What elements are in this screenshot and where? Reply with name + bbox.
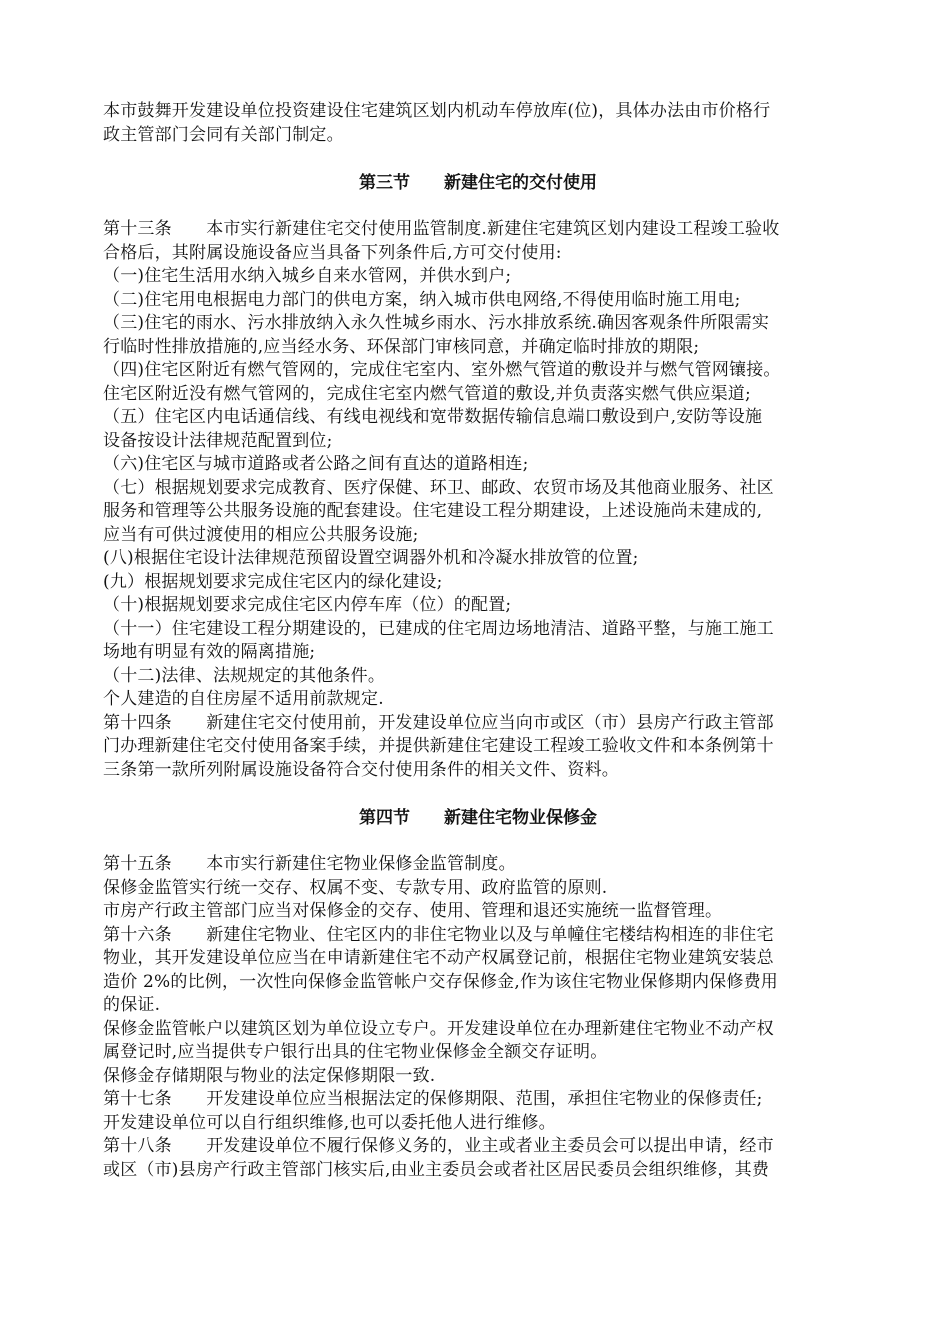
text-line: 保修金监管帐户以建筑区划为单位设立专户。开发建设单位在办理新建住宅物业不动产权 <box>103 1018 774 1039</box>
text-line: 第十四条 新建住宅交付使用前，开发建设单位应当向市或区（市）县房产行政主管部 <box>103 712 774 733</box>
text-line: （五）住宅区内电话通信线、有线电视线和宽带数据传输信息端口敷设到户,安防等设施 <box>103 407 763 427</box>
text-line: 本市鼓舞开发建设单位投资建设住宅建筑区划内机动车停放库(位)，具体办法由市价格行 <box>103 101 771 121</box>
document-page <box>103 100 853 1182</box>
text-line: 第十六条 新建住宅物业、住宅区内的非住宅物业以及与单幢住宅楼结构相连的非住宅 <box>103 924 774 945</box>
section3-body <box>103 218 853 782</box>
section4-heading: 第四节 新建住宅物业保修金 <box>359 808 597 828</box>
text-line: 住宅区附近没有燃气管网的，完成住宅室内燃气管道的敷设,并负责落实燃气供应渠道; <box>103 383 751 404</box>
text-line: 服务和管理等公共服务设施的配套建设。住宅建设工程分期建设，上述设施尚未建成的, <box>103 501 763 521</box>
text-line: （四)住宅区附近有燃气管网的，完成住宅室内、室外燃气管道的敷设并与燃气管网镶接。 <box>103 360 781 380</box>
text-line: 的保证. <box>103 995 161 1015</box>
text-line: 门办理新建住宅交付使用备案手续，并提供新建住宅建设工程竣工验收文件和本条例第十 <box>103 736 774 756</box>
text-line: 第十七条 开发建设单位应当根据法定的保修期限、范围，承担住宅物业的保修责任; <box>103 1089 763 1109</box>
text-line: 市房产行政主管部门应当对保修金的交存、使用、管理和退还实施统一监督管理。 <box>103 901 723 921</box>
text-line: 第十三条 本市实行新建住宅交付使用监管制度.新建住宅建筑区划内建设工程竣工验收 <box>103 219 780 239</box>
text-line: (八)根据住宅设计法律规范预留设置空调器外机和冷凝水排放管的位置; <box>103 548 639 568</box>
text-line: （十一）住宅建设工程分期建设的，已建成的住宅周边场地清洁、道路平整，与施工施工 <box>103 618 774 639</box>
text-line: （二)住宅用电根据电力部门的供电方案，纳入城市供电网络,不得使用临时施工用电; <box>103 289 741 310</box>
text-line: 保修金存储期限与物业的法定保修期限一致. <box>103 1065 436 1086</box>
text-line: 设备按设计法律规范配置到位; <box>103 430 333 451</box>
section3-intro <box>103 100 853 147</box>
text-line: 第十八条 开发建设单位不履行保修义务的，业主或者业主委员会可以提出申请，经市 <box>103 1136 774 1156</box>
text-line: （六)住宅区与城市道路或者公路之间有直达的道路相连; <box>103 454 529 474</box>
text-line: 造价 2%的比例，一次性向保修金监管帐户交存保修金,作为该住宅物业保修期内保修费用 <box>103 971 778 992</box>
text-line: （十二)法律、法规规定的其他条件。 <box>103 665 386 686</box>
text-line: （七）根据规划要求完成教育、医疗保健、环卫、邮政、农贸市场及其他商业服务、社区 <box>103 477 774 498</box>
text-line: 合格后，其附属设施设备应当具备下列条件后,方可交付使用: <box>103 242 562 263</box>
text-line: 第十五条 本市实行新建住宅物业保修金监管制度。 <box>103 854 516 874</box>
text-line: （一)住宅生活用水纳入城乡自来水管网，并供水到户; <box>103 266 512 286</box>
text-line: 开发建设单位可以自行组织维修,也可以委托他人进行维修。 <box>103 1112 556 1133</box>
section4-body <box>103 853 853 1182</box>
text-line: 物业，其开发建设单位应当在申请新建住宅不动产权属登记前，根据住宅物业建筑安装总 <box>103 948 774 968</box>
text-line: 行临时性排放措施的,应当经水务、环保部门审核同意，并确定临时排放的期限; <box>103 336 700 357</box>
text-line: 应当有可供过渡使用的相应公共服务设施; <box>103 524 419 545</box>
text-line: 政主管部门会同有关部门制定。 <box>103 124 344 145</box>
text-line: 保修金监管实行统一交存、权属不变、专款专用、政府监管的原则. <box>103 877 608 898</box>
text-line: 属登记时,应当提供专户银行出具的住宅物业保修金全额交存证明。 <box>103 1042 608 1062</box>
text-line: 三条第一款所列附属设施设备符合交付使用条件的相关文件、资料。 <box>103 759 619 780</box>
text-line: 或区（市)县房产行政主管部门核实后,由业主委员会或者社区居民委员会组织维修，其费 <box>103 1159 770 1180</box>
text-line: 场地有明显有效的隔离措施; <box>103 642 316 662</box>
text-line: 个人建造的自住房屋不适用前款规定. <box>103 689 384 709</box>
text-line: (九）根据规划要求完成住宅区内的绿化建设; <box>103 571 443 592</box>
text-line: （十)根据规划要求完成住宅区内停车库（位）的配置; <box>103 595 512 615</box>
text-line: （三)住宅的雨水、污水排放纳入永久性城乡雨水、污水排放系统.确因客观条件所限需实 <box>103 313 770 333</box>
section3-heading: 第三节 新建住宅的交付使用 <box>359 173 597 193</box>
